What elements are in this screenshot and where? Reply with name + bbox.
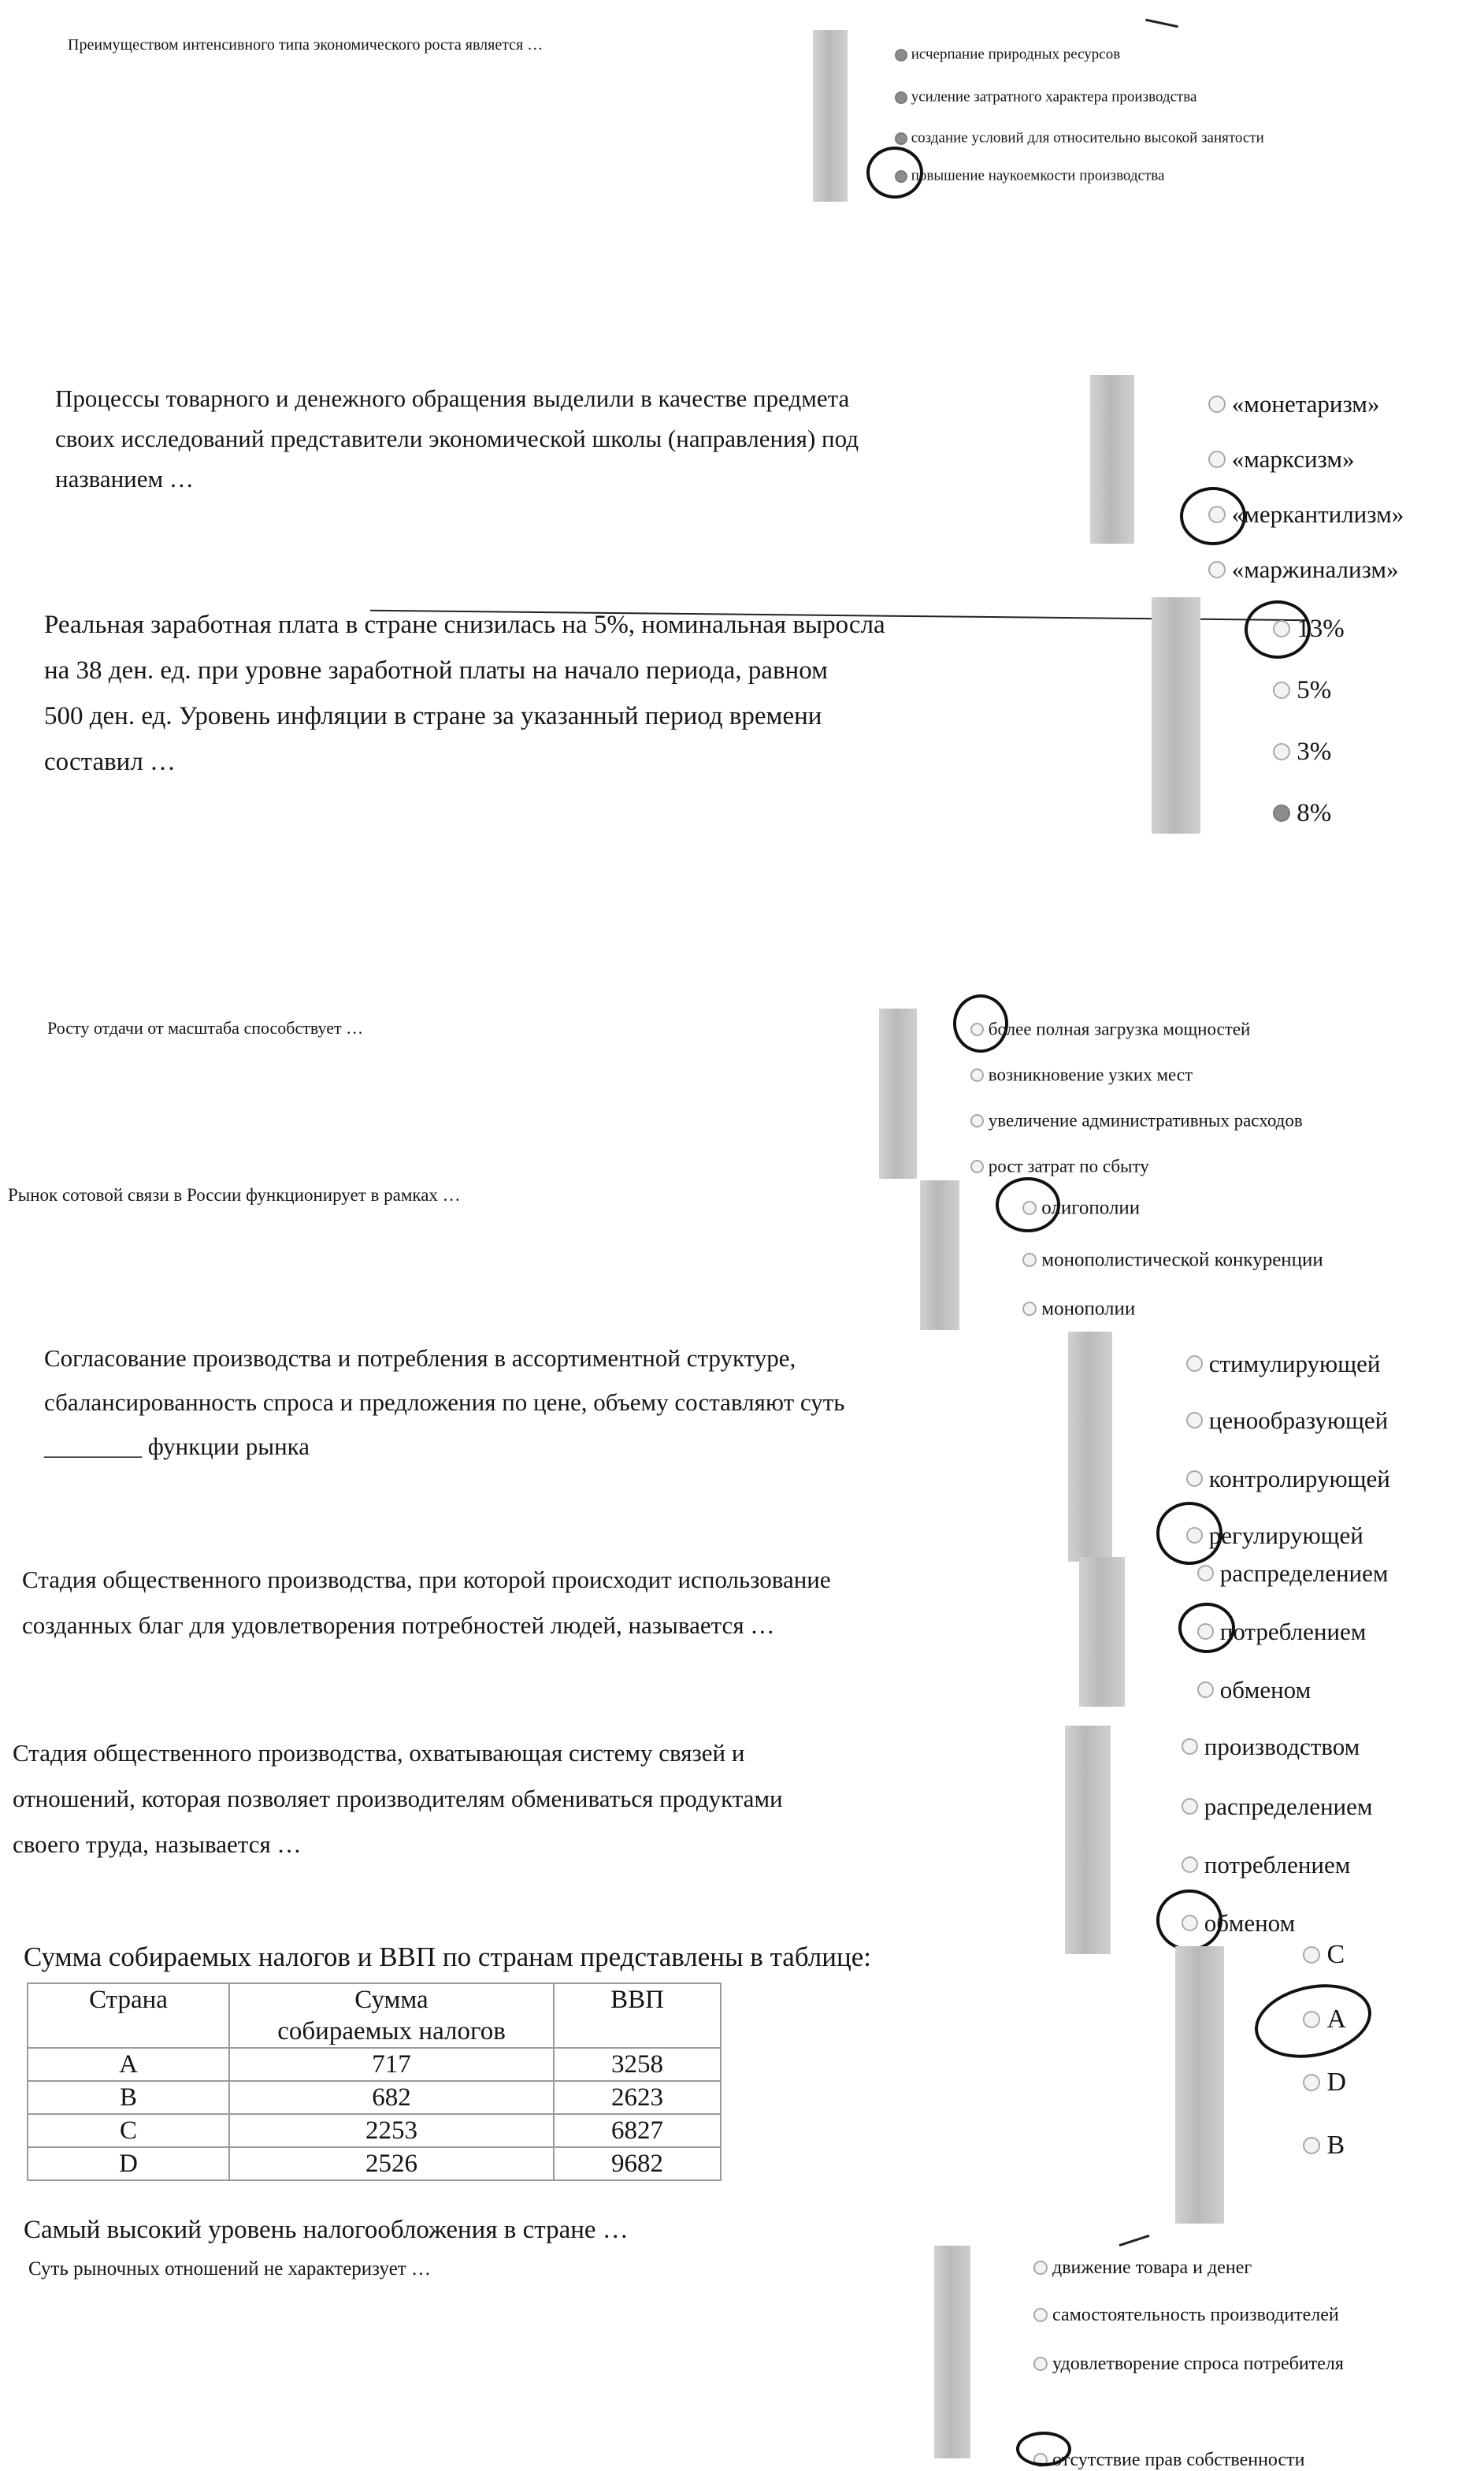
option-label: повышение наукоемкости производства [911,167,1165,184]
q10-option-2[interactable] [1033,2304,1339,2326]
table-header-cell: Страна [28,1983,229,2048]
table-cell: 3258 [554,2048,721,2081]
radio-button[interactable] [1273,804,1290,822]
q8-option-2[interactable] [1182,1790,1373,1821]
option-label: самостоятельность производителей [1052,2304,1339,2325]
option-label: увеличение административных расходов [988,1110,1303,1131]
question-5-text [8,1185,461,1206]
option-label: исчерпание природных ресурсов [911,46,1121,63]
q4-option-1[interactable] [970,1018,1250,1040]
radio-button[interactable] [970,1068,984,1082]
option-label: отсутствие прав собственности [1052,2449,1305,2470]
q7-option-2[interactable] [1197,1615,1366,1646]
option-label: стимулирующей [1208,1349,1381,1377]
option-label: производством [1204,1732,1360,1760]
table-cell: C [28,2114,229,2147]
radio-button[interactable] [1197,1681,1214,1698]
radio-button[interactable] [1273,682,1290,699]
radio-button[interactable] [1182,1856,1198,1873]
radio-button[interactable] [1303,1946,1320,1964]
question-text-line: названием … [55,465,194,492]
q8-option-1[interactable] [1182,1730,1360,1761]
table-cell: 6827 [554,2114,721,2147]
option-label: «монетаризм» [1231,389,1380,418]
question-text-line: сбалансированность спроса и предложения по цене, объему составляют суть [44,1388,845,1416]
question-1-divider [813,30,848,202]
table-row [28,2147,721,2180]
radio-button[interactable] [970,1114,984,1128]
radio-button[interactable] [1182,1738,1198,1755]
question-4-divider [879,1009,917,1179]
question-text-line: Росту отдачи от масштаба способствует … [47,1018,364,1038]
question-9-text [24,1942,871,1973]
option-label: удовлетворение спроса потребителя [1052,2353,1344,2374]
option-label: усиление затратного характера производства [911,88,1197,106]
question-2-text [55,378,859,499]
q8-option-4[interactable] [1182,1907,1295,1938]
radio-button[interactable] [1182,1798,1198,1815]
header-line: собираемых налогов [277,2017,506,2046]
q9-option-1[interactable] [1303,1940,1345,1970]
q4-option-4[interactable] [970,1155,1149,1177]
q9-option-2[interactable] [1303,2003,1346,2034]
q3-option-2[interactable] [1273,674,1331,705]
radio-button[interactable] [1208,451,1226,468]
option-label: потреблением [1204,1850,1351,1878]
question-text-line: ________ функции рынка [44,1432,310,1460]
q4-option-3[interactable] [970,1109,1303,1131]
q10-option-1[interactable] [1033,2257,1252,2279]
radio-button[interactable] [1273,620,1290,637]
question-7-text [22,1557,831,1648]
option-label: монополистической конкуренции [1041,1249,1323,1271]
radio-button[interactable] [1033,2357,1048,2371]
option-label: создание условий для относительно высокой занятости [911,129,1264,147]
radio-button[interactable] [1186,1412,1203,1429]
radio-button[interactable] [1303,2074,1320,2091]
radio-button[interactable] [1208,561,1226,578]
header-line: Сумма [354,1986,429,2014]
question-3-divider [1152,597,1200,834]
q1-option-1[interactable] [895,46,1120,64]
radio-button[interactable] [1022,1302,1037,1316]
question-9-cut-text [24,2214,629,2244]
radio-button[interactable] [1186,1355,1203,1372]
option-label: более полная загрузка мощностей [988,1019,1251,1039]
q6-option-2[interactable] [1186,1404,1388,1435]
q2-option-2[interactable] [1208,443,1354,474]
radio-button[interactable] [1303,2011,1320,2028]
question-1-text [68,36,543,54]
radio-button[interactable] [1033,2453,1048,2467]
question-9-divider [1175,1946,1224,2224]
table-cell: D [28,2147,229,2180]
q9-option-4[interactable] [1303,2129,1345,2161]
pen-stroke-mark [1119,2235,1150,2246]
option-label: возникновение узких мест [988,1065,1193,1085]
option-label: «марксизм» [1231,444,1355,473]
question-text-line: Реальная заработная плата в стране снизилась на 5%, номинальная выросла [44,611,885,639]
q7-option-1[interactable] [1197,1557,1389,1588]
question-5-divider [920,1180,959,1330]
radio-button[interactable] [970,1023,984,1036]
option-label: 5% [1297,675,1332,704]
question-8-divider [1065,1726,1111,1954]
question-text-line: Суть рыночных отношений не характеризует … [28,2258,431,2280]
question-8-text [13,1730,783,1867]
q9-option-3[interactable] [1303,2066,1346,2098]
option-label: монополии [1041,1298,1136,1320]
q3-option-4[interactable] [1273,797,1331,828]
radio-button[interactable] [895,91,907,104]
question-text-line: 500 ден. ед. Уровень инфляции в стране за указанный период времени [44,702,822,730]
q4-option-2[interactable] [970,1064,1193,1086]
radio-button[interactable] [1208,396,1226,413]
pen-stroke-mark [1145,19,1178,28]
radio-button[interactable] [1186,1470,1203,1487]
question-text-line: Согласование производства и потребления в ассортиментной структуре, [44,1344,796,1372]
option-label: олигополии [1041,1197,1141,1219]
question-text-line: своих исследований представители экономической школы (направления) под [55,425,859,452]
q6-option-3[interactable] [1186,1462,1390,1493]
option-label: 13% [1297,614,1345,643]
q1-option-3[interactable] [895,129,1264,147]
question-text-line: отношений, которая позволяет производителям обмениваться продуктами [13,1785,783,1812]
option-label: обменом [1219,1675,1311,1704]
radio-button[interactable] [895,170,907,183]
q1-option-2[interactable] [895,88,1196,106]
tax-gdp-table [27,1982,722,2181]
radio-button[interactable] [1022,1201,1037,1215]
option-label: 3% [1297,737,1332,766]
q3-option-1[interactable] [1273,613,1345,644]
question-text-line: своего труда, называется … [13,1830,302,1858]
q10-option-3[interactable] [1033,2353,1344,2375]
question-text-line: Рынок сотовой связи в России функционирует в рамках … [8,1185,461,1205]
question-10-divider [934,2246,970,2458]
question-text-line: Стадия общественного производства, при которой происходит использование [22,1566,831,1593]
radio-button[interactable] [895,49,907,61]
question-10-text [28,2258,431,2280]
radio-button[interactable] [1033,2308,1048,2322]
radio-button[interactable] [1303,2137,1320,2154]
radio-button[interactable] [895,132,907,145]
radio-button[interactable] [1208,506,1226,523]
option-label: контролирующей [1208,1464,1390,1492]
q5-option-3[interactable] [1022,1297,1135,1320]
question-6-divider [1068,1332,1112,1562]
option-label: регулирующей [1208,1521,1363,1549]
question-4-text [47,1018,363,1039]
question-text-line: Самый высокий уровень налогообложения в стране … [24,2216,629,2244]
question-text-line: составил … [44,748,176,776]
option-label: ценообразующей [1208,1406,1389,1434]
table-row [28,2081,721,2114]
option-label: 8% [1297,798,1332,827]
option-label: потреблением [1219,1617,1367,1645]
q1-option-4[interactable] [895,167,1164,185]
q2-option-1[interactable] [1208,388,1379,418]
option-label: «меркантилизм» [1231,500,1404,528]
q5-option-2[interactable] [1022,1248,1323,1271]
option-label: движение товара и денег [1052,2257,1252,2278]
table-row [28,2114,721,2147]
table-header-row [28,1983,721,2048]
q6-option-4[interactable] [1186,1519,1363,1550]
radio-button[interactable] [1182,1915,1198,1931]
table-row [28,2048,721,2081]
q5-option-1[interactable] [1022,1196,1140,1219]
question-7-divider [1079,1557,1125,1707]
table-cell: 717 [229,2048,554,2081]
table-cell: A [28,2048,229,2081]
question-3-text [44,602,885,785]
option-label: рост затрат по сбыту [988,1156,1149,1176]
option-label: распределением [1219,1559,1389,1587]
option-label: «маржинализм» [1231,555,1399,583]
table-cell: 2526 [229,2147,554,2180]
question-text-line: Сумма собираемых налогов и ВВП по странам представлены в таблице: [24,1942,871,1972]
question-2-divider [1090,375,1134,544]
radio-button[interactable] [1273,743,1290,760]
q2-option-4[interactable] [1208,553,1399,584]
table-header-cell [229,1983,554,2048]
table-cell: 682 [229,2081,554,2114]
option-label: A [1326,2005,1347,2034]
q8-option-3[interactable] [1182,1849,1350,1879]
radio-button[interactable] [1197,1623,1214,1640]
option-label: B [1326,2131,1345,2161]
radio-button[interactable] [970,1160,984,1173]
q2-option-3[interactable] [1208,498,1404,529]
radio-button[interactable] [1186,1527,1203,1544]
table-cell: 9682 [554,2147,721,2180]
option-label: C [1326,1940,1345,1970]
radio-button[interactable] [1197,1565,1214,1581]
table-cell: 2623 [554,2081,721,2114]
q7-option-3[interactable] [1197,1674,1311,1704]
radio-button[interactable] [1022,1253,1037,1267]
option-label: D [1326,2068,1347,2098]
q10-option-4[interactable] [1033,2449,1305,2471]
table-cell: 2253 [229,2114,554,2147]
question-text-line: Процессы товарного и денежного обращения выделили в качестве предмета [55,385,850,412]
question-text-line: Стадия общественного производства, охватывающая систему связей и [13,1739,745,1767]
table-header-cell: ВВП [554,1983,721,2048]
question-text-line: Преимуществом интенсивного типа экономического роста является … [68,36,544,54]
option-label: обменом [1204,1908,1296,1937]
table-cell: B [28,2081,229,2114]
option-label: распределением [1204,1792,1373,1820]
radio-button[interactable] [1033,2261,1048,2275]
q6-option-1[interactable] [1186,1347,1380,1378]
question-text-line: созданных благ для удовлетворения потребностей людей, называется … [22,1611,775,1639]
question-6-text [44,1336,844,1469]
q3-option-3[interactable] [1273,736,1331,767]
question-text-line: на 38 ден. ед. при уровне заработной платы на начало периода, равном [44,656,828,685]
